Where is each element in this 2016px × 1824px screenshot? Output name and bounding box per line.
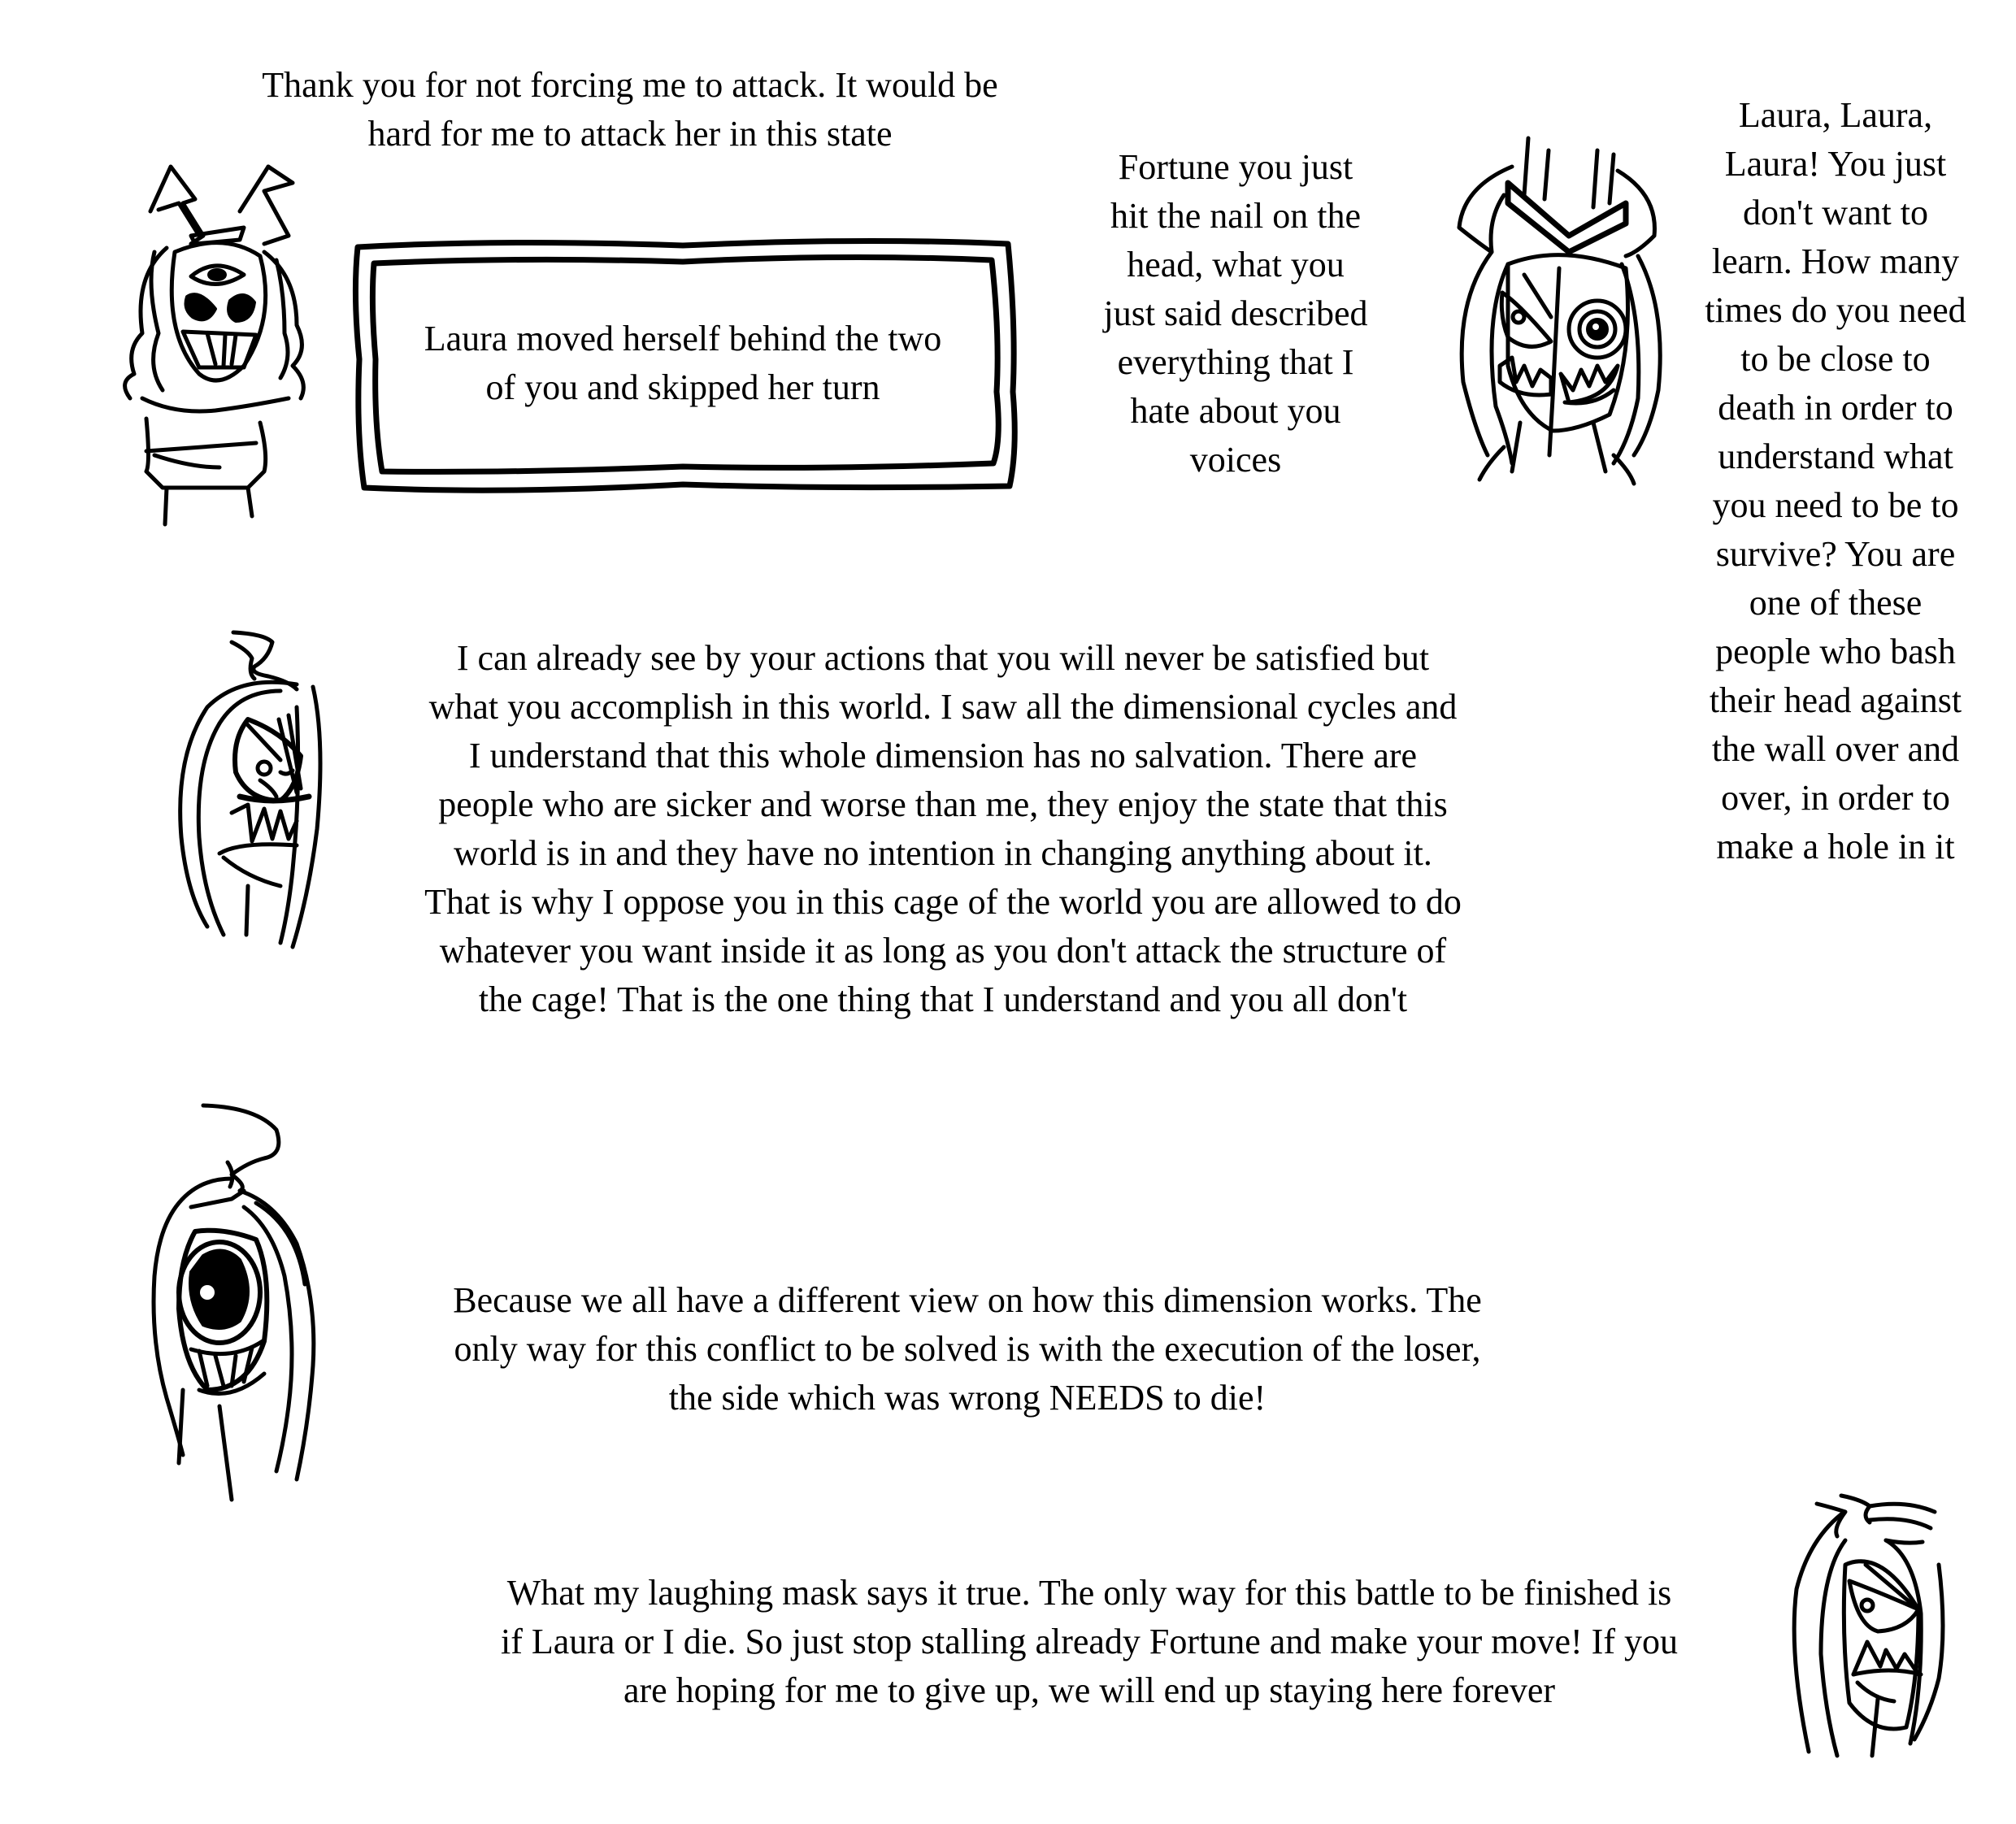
laura-rant-dialogue: Laura, Laura, Laura! You just don't want to learn. How many times do you need to be close to death in order to understand what you need to be to survive? You are one of these people who bash their head against the wall over and over, in order to make a hole in it	[1705, 95, 1966, 866]
fortune-dialogue: Fortune you just hit the nail on the head, what you just said described everything that I hate about you voices	[1103, 147, 1368, 480]
peeking-laura-character-sketch	[159, 626, 321, 959]
cage-speech-dialogue: I can already see by your actions that you will never be satisfied but what you accomplish in this world. I saw all the dimensional cycles and I understand that this whole dimension has no salvation. There are people who are sicker and worse than me, they enjoy the state that this world is in and they have no intention in changing anything about it. That is why I oppose you in this cage of the world you are allowed to do whatever you want inside it as long as you don't attack the structure of the cage! That is the one thing that I understand and you all don't	[424, 638, 1462, 1019]
masked-character-dialogue: Thank you for not forcing me to attack. It would be hard for me to attack her in this state	[262, 65, 998, 154]
split-face-character-sketch	[1431, 122, 1675, 512]
spiral-eye-character-sketch	[134, 1097, 329, 1504]
laughing-mask-dialogue: What my laughing mask says it true. The only way for this battle to be finished is if Laura or I die. So just stop stalling already Fortune and make your move! If you are hoping for me to give up, we will end up staying here forever	[501, 1573, 1678, 1710]
angry-character-sketch	[1776, 1492, 1963, 1768]
masked-horned-character-sketch	[102, 154, 345, 528]
narration-text: Laura moved herself behind the two of you and skipped her turn	[424, 319, 942, 407]
narration-box	[341, 229, 1024, 497]
different-view-dialogue: Because we all have a different view on how this dimension works. The only way for this conflict to be solved is with the execution of the loser, the side which was wrong NEEDS to die!	[453, 1280, 1482, 1418]
